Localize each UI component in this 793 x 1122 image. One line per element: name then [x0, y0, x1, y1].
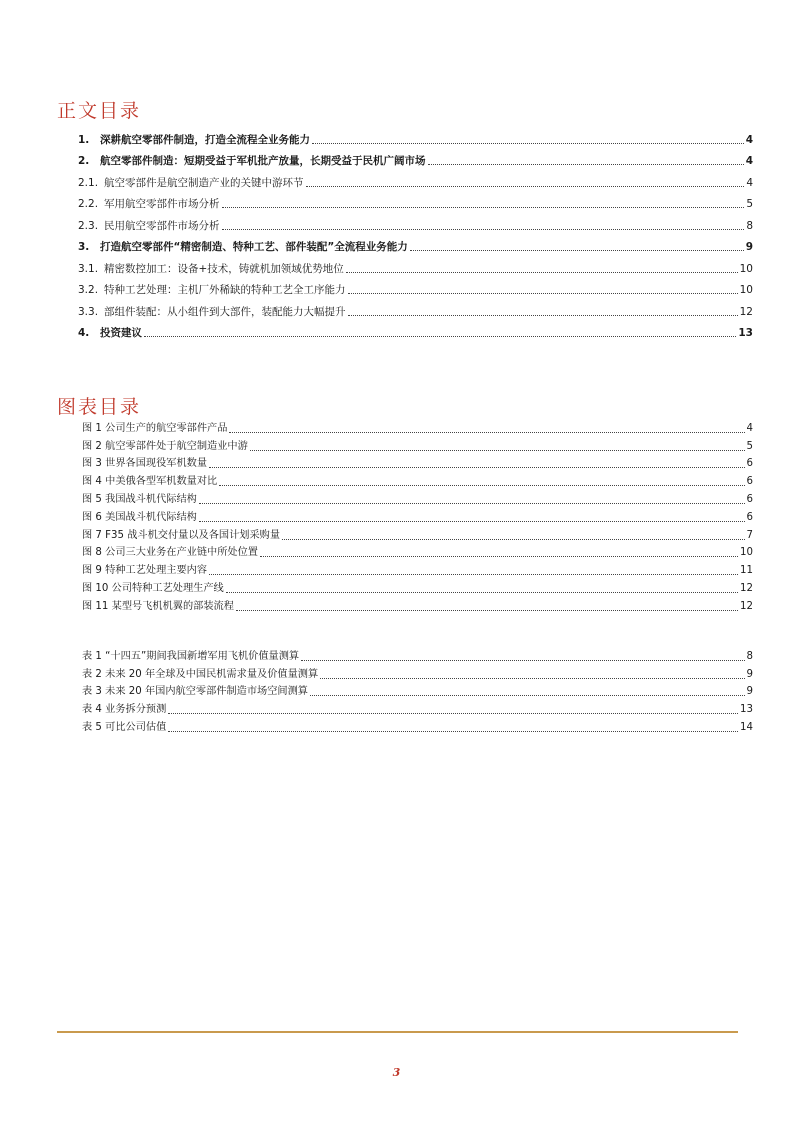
table-entry-page: 8	[746, 650, 753, 662]
figure-entry[interactable]	[82, 560, 753, 578]
figure-entry-title: 图 11 某型号飞机机翼的部装流程	[82, 600, 234, 612]
toc-entry-number: 2.	[78, 155, 90, 167]
dot-leader	[260, 556, 738, 557]
figure-entry[interactable]	[82, 578, 753, 596]
figure-entry-title: 图 9 特种工艺处理主要内容	[82, 565, 208, 577]
figure-entry[interactable]	[82, 418, 753, 436]
toc-entry-page: 4	[746, 176, 753, 189]
table-entry-title: 表 5 可比公司估值	[82, 721, 167, 733]
dot-leader	[209, 574, 738, 575]
dot-leader	[282, 539, 744, 540]
toc-entry-title: 航空零部件是航空制造产业的关键中游环节	[104, 176, 304, 189]
table-entry[interactable]	[82, 699, 753, 717]
toc-entry-title: 民用航空零部件市场分析	[104, 219, 220, 232]
toc-entry-number: 4.	[78, 327, 90, 339]
figure-entry[interactable]	[82, 507, 753, 525]
figure-entry-title: 图 8 公司三大业务在产业链中所处位置	[82, 547, 258, 559]
dot-leader	[222, 207, 745, 208]
toc-entry-number: 2.1.	[78, 176, 99, 189]
table-entry-page: 13	[740, 704, 753, 716]
figure-entry-page: 6	[746, 476, 753, 488]
toc-entry-page: 5	[746, 198, 753, 210]
figure-list-title: 图表目录	[57, 396, 142, 418]
dot-leader	[219, 485, 744, 486]
table-entry[interactable]	[82, 682, 753, 700]
toc-entry-page: 8	[746, 219, 753, 232]
toc-title: 正文目录	[57, 100, 142, 122]
figure-entry-page: 6	[746, 511, 753, 523]
figure-entry-title: 图 5 我国战斗机代际结构	[82, 493, 197, 505]
dot-leader	[199, 521, 745, 522]
toc-entry[interactable]	[78, 211, 753, 233]
figure-entry[interactable]	[82, 454, 753, 472]
table-list	[82, 646, 753, 735]
page-number: 3	[392, 1066, 401, 1079]
toc-entry-page: 4	[745, 133, 753, 146]
toc-entry-title: 打造航空零部件“精密制造、特种工艺、部件装配”全流程业务能力	[100, 241, 408, 253]
table-entry-title: 表 3 未来 20 年国内航空零部件制造市场空间测算	[82, 686, 308, 698]
figure-entry-title: 图 3 世界各国现役军机数量	[82, 458, 208, 470]
toc-entry[interactable]	[78, 276, 753, 298]
dot-leader	[229, 432, 744, 433]
table-entry[interactable]	[82, 664, 753, 682]
table-entry-title: 表 2 未来 20 年全球及中国民机需求量及价值量测算	[82, 668, 319, 680]
toc-entry-number: 2.3.	[78, 219, 99, 232]
toc-entry-page: 4	[745, 155, 753, 167]
dot-leader	[346, 272, 738, 273]
figure-entry-page: 11	[740, 565, 753, 577]
toc-entry-page: 12	[739, 305, 753, 318]
figure-entry[interactable]	[82, 436, 753, 454]
toc-entry[interactable]	[78, 168, 753, 190]
toc-entry-page: 10	[739, 262, 753, 275]
toc-entry-number: 1.	[78, 133, 90, 146]
figure-entry[interactable]	[82, 596, 753, 614]
toc-entry-page: 10	[739, 284, 753, 296]
toc-entry-number: 3.2.	[78, 284, 99, 296]
dot-leader	[209, 467, 744, 468]
figure-entry-title: 图 4 中美俄各型军机数量对比	[82, 476, 218, 488]
figure-entry-title: 图 1 公司生产的航空零部件产品	[82, 422, 228, 434]
figure-entry-page: 7	[746, 529, 753, 541]
dot-leader	[348, 315, 738, 316]
figure-entry-page: 12	[740, 600, 753, 612]
dot-leader	[312, 143, 744, 144]
dot-leader	[250, 450, 745, 451]
toc-entry-title: 部组件装配：从小组件到大部件，装配能力大幅提升	[104, 305, 346, 318]
figure-entry[interactable]	[82, 489, 753, 507]
toc-entry[interactable]	[78, 254, 753, 276]
toc-entry-number: 3.	[78, 241, 90, 253]
toc-entry[interactable]	[78, 147, 753, 169]
figure-entry-page: 10	[740, 547, 753, 559]
dot-leader	[222, 229, 745, 230]
toc-entry-page: 9	[745, 241, 753, 253]
footer-divider	[57, 1031, 738, 1033]
toc-entry-title: 投资建议	[100, 327, 142, 339]
figure-entry[interactable]	[82, 543, 753, 561]
figure-entry-title: 图 6 美国战斗机代际结构	[82, 511, 197, 523]
table-entry-page: 14	[740, 721, 753, 733]
toc-entry[interactable]	[78, 125, 753, 147]
figure-list	[82, 418, 753, 614]
dot-leader	[226, 592, 738, 593]
toc-entry[interactable]	[78, 233, 753, 255]
toc-entry-number: 2.2.	[78, 198, 99, 210]
dot-leader	[168, 713, 738, 714]
toc-entry[interactable]	[78, 319, 753, 341]
figure-entry-title: 图 10 公司特种工艺处理生产线	[82, 582, 224, 594]
table-entry[interactable]	[82, 646, 753, 664]
toc-entry-title: 深耕航空零部件制造，打造全流程全业务能力	[100, 133, 310, 146]
toc-entry-title: 精密数控加工：设备+技术，铸就机加领域优势地位	[104, 262, 344, 275]
dot-leader	[310, 695, 745, 696]
dot-leader	[306, 186, 745, 187]
toc-entry-title: 航空零部件制造：短期受益于军机批产放量，长期受益于民机广阔市场	[100, 155, 426, 167]
dot-leader	[236, 610, 738, 611]
toc-entry-number: 3.3.	[78, 305, 99, 318]
figure-entry[interactable]	[82, 471, 753, 489]
figure-entry-page: 12	[740, 582, 753, 594]
figure-entry-page: 4	[746, 422, 753, 434]
dot-leader	[348, 293, 738, 294]
dot-leader	[410, 250, 744, 251]
table-entry[interactable]	[82, 717, 753, 735]
dot-leader	[320, 678, 744, 679]
table-entry-page: 9	[746, 686, 753, 698]
figure-entry-page: 6	[746, 458, 753, 470]
toc-entry[interactable]	[78, 190, 753, 212]
dot-leader	[168, 731, 738, 732]
figure-entry[interactable]	[82, 525, 753, 543]
dot-leader	[301, 660, 744, 661]
table-entry-title: 表 4 业务拆分预测	[82, 704, 167, 716]
toc-entry-title: 特种工艺处理：主机厂外稀缺的特种工艺全工序能力	[104, 284, 346, 296]
dot-leader	[428, 164, 744, 165]
toc-entry-page: 13	[738, 327, 753, 339]
figure-entry-page: 6	[746, 493, 753, 505]
table-entry-title: 表 1 “十四五”期间我国新增军用飞机价值量测算	[82, 650, 300, 662]
toc-list	[78, 125, 753, 340]
figure-entry-title: 图 2 航空零部件处于航空制造业中游	[82, 440, 248, 452]
dot-leader	[199, 503, 745, 504]
toc-entry-title: 军用航空零部件市场分析	[104, 198, 220, 210]
table-entry-page: 9	[746, 668, 753, 680]
figure-entry-title: 图 7 F35 战斗机交付量以及各国计划采购量	[82, 529, 281, 541]
toc-entry-number: 3.1.	[78, 262, 99, 275]
dot-leader	[144, 336, 736, 337]
figure-entry-page: 5	[746, 440, 753, 452]
toc-entry[interactable]	[78, 297, 753, 319]
